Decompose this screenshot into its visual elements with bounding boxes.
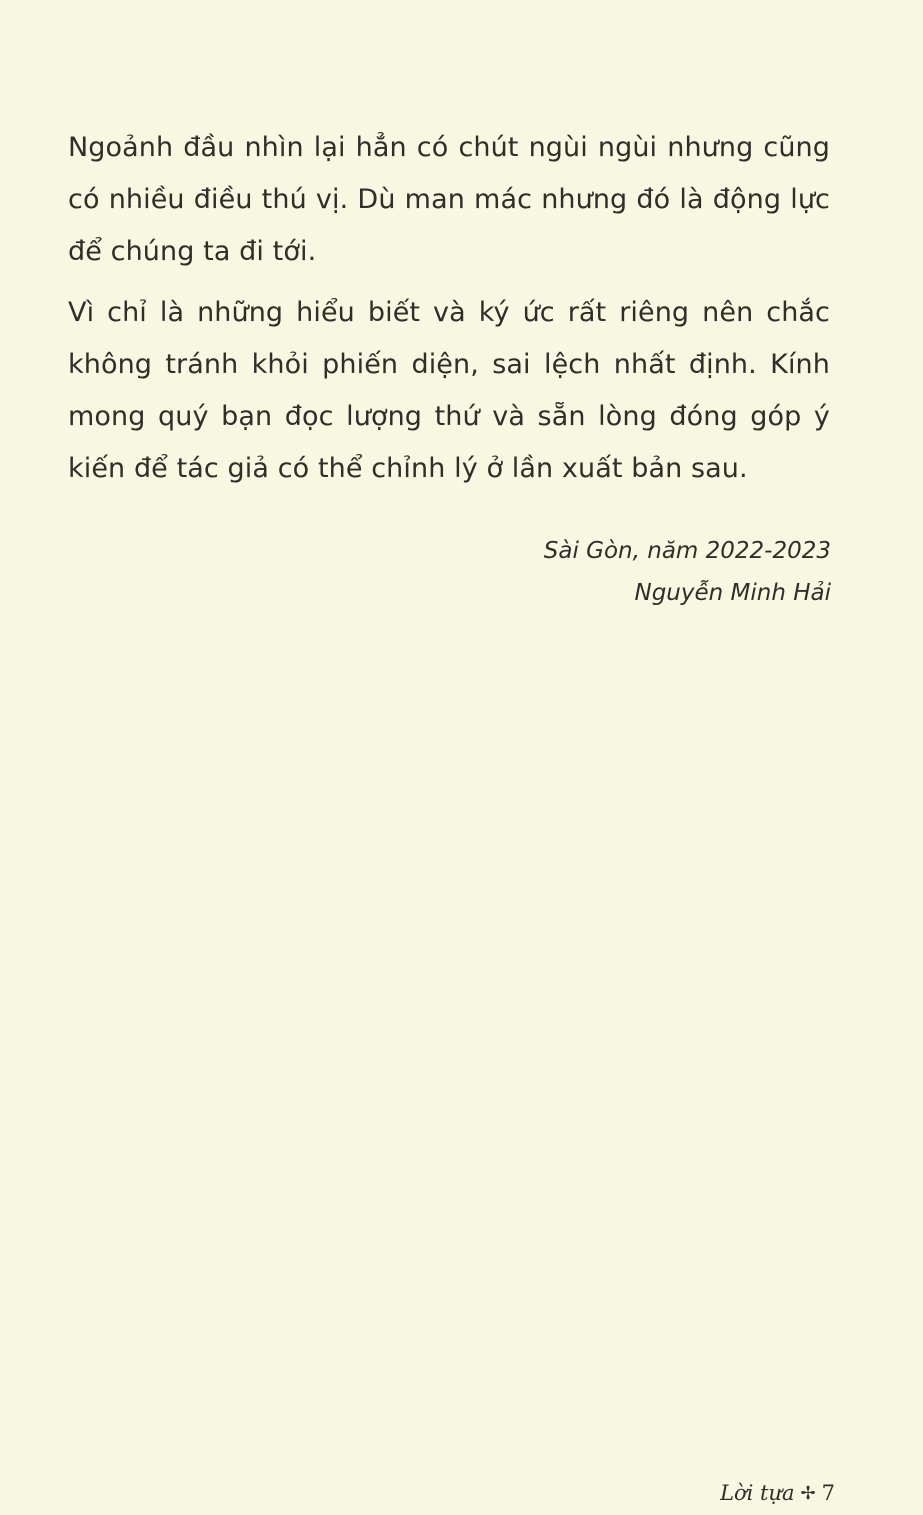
body-paragraph: Ngoảnh đầu nhìn lại hẳn có chút ngùi ngùi nhưng cũng có nhiều điều thú vị. Dù man mác nhưng đó là động lực để chúng ta đi tới.: [68, 132, 830, 267]
body-paragraph: Vì chỉ là những hiểu biết và ký ức rất riêng nên chắc không tránh khỏi phiến diện, sai lệch nhất định. Kính mong quý bạn đọc lượng thứ và sẵn lòng đóng góp ý kiến để tác giả có thể chỉnh lý ở lần xuất bản sau.: [68, 297, 830, 484]
signoff-place-date: Sài Gòn, năm 2022-2023: [543, 538, 831, 564]
page-footer: [720, 1481, 835, 1505]
running-section-title: Lời tựa: [720, 1481, 795, 1505]
page-number: 7: [821, 1481, 835, 1505]
author-name: Nguyễn Minh Hải: [634, 580, 831, 606]
decorative-star-icon: ✢: [800, 1483, 816, 1504]
